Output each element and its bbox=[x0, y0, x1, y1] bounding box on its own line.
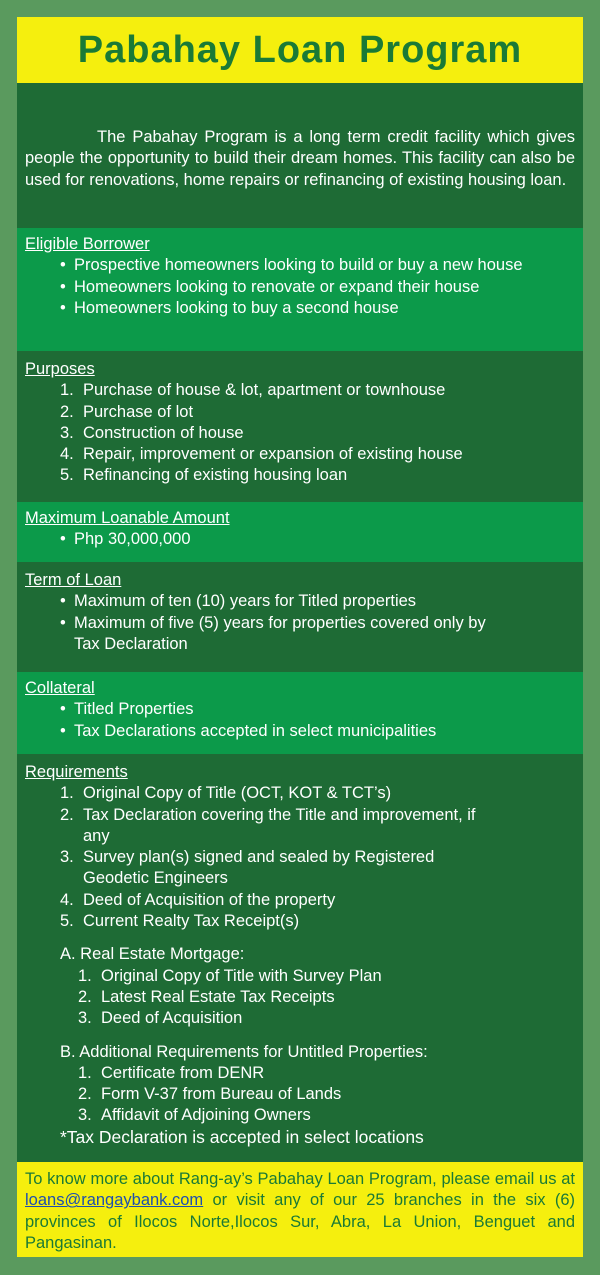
item-text: Survey plan(s) signed and sealed by Registered Geodetic Engineers bbox=[83, 848, 435, 888]
list-item bbox=[60, 847, 495, 890]
list-item bbox=[60, 380, 575, 401]
item-number: 1. bbox=[78, 966, 92, 985]
untitled-properties-list bbox=[25, 1063, 575, 1127]
footer-text-after: or visit any of our 25 branches in the six (6) provinces of Ilocos Norte,Ilocos Sur, Abra, La Union, Benguet and Pangasinan. bbox=[25, 1191, 575, 1252]
collateral-heading: Collateral bbox=[25, 679, 95, 697]
purposes-section bbox=[17, 353, 583, 500]
real-estate-mortgage-list bbox=[25, 966, 575, 1030]
list-item bbox=[78, 1008, 575, 1029]
list-item bbox=[60, 444, 575, 465]
item-text: Original Copy of Title with Survey Plan bbox=[101, 966, 382, 985]
list-item bbox=[78, 1084, 575, 1105]
list-item: • Maximum of ten (10) years for Titled properties bbox=[60, 591, 495, 612]
item-text: Deed of Acquisition bbox=[101, 1009, 243, 1028]
item-text: Purchase of lot bbox=[83, 402, 194, 421]
max-amount-list bbox=[25, 529, 575, 550]
collateral-section bbox=[17, 672, 583, 754]
list-item bbox=[78, 966, 575, 987]
item-number: 4. bbox=[60, 890, 74, 909]
item-text: Form V-37 from Bureau of Lands bbox=[101, 1085, 342, 1104]
title-banner bbox=[17, 17, 583, 83]
collateral-list bbox=[25, 699, 575, 742]
item-number: 1. bbox=[78, 1063, 92, 1082]
list-item: • Tax Declarations accepted in select municipalities bbox=[60, 721, 575, 742]
item-text: Purchase of house & lot, apartment or townhouse bbox=[83, 381, 446, 400]
max-amount-heading: Maximum Loanable Amount bbox=[25, 509, 230, 527]
item-number: 1. bbox=[60, 381, 74, 400]
item-number: 2. bbox=[78, 987, 92, 1006]
list-item bbox=[78, 1105, 575, 1126]
page-title: Pabahay Loan Program bbox=[77, 28, 523, 71]
untitled-properties-heading: B. Additional Requirements for Untitled Properties: bbox=[60, 1042, 428, 1061]
contact-footer bbox=[17, 1162, 583, 1257]
item-text: Affidavit of Adjoining Owners bbox=[101, 1106, 311, 1125]
item-text: Certificate from DENR bbox=[101, 1063, 265, 1082]
item-number: 1. bbox=[60, 784, 74, 803]
real-estate-mortgage-heading: A. Real Estate Mortgage: bbox=[60, 945, 245, 964]
item-number: 2. bbox=[60, 805, 74, 824]
eligible-borrower-heading: Eligible Borrower bbox=[25, 235, 150, 253]
item-number: 3. bbox=[60, 423, 74, 442]
requirements-list bbox=[25, 783, 575, 932]
eligible-borrower-list bbox=[25, 255, 575, 319]
item-number: 2. bbox=[78, 1085, 92, 1104]
list-item bbox=[60, 911, 495, 932]
item-number: 3. bbox=[78, 1009, 92, 1028]
term-list bbox=[25, 591, 575, 655]
list-item bbox=[60, 402, 575, 423]
item-text: Construction of house bbox=[83, 423, 244, 442]
list-item: • Maximum of five (5) years for properties covered only by Tax Declaration bbox=[60, 613, 495, 656]
item-number: 2. bbox=[60, 402, 74, 421]
max-amount-section bbox=[17, 502, 583, 562]
email-link[interactable]: loans@rangaybank.com bbox=[25, 1191, 204, 1210]
item-number: 4. bbox=[60, 445, 74, 464]
list-item bbox=[60, 890, 495, 911]
item-number: 5. bbox=[60, 912, 74, 931]
purposes-heading: Purposes bbox=[25, 360, 95, 378]
item-text: Current Realty Tax Receipt(s) bbox=[83, 912, 300, 931]
item-number: 3. bbox=[60, 848, 74, 867]
list-item: • Php 30,000,000 bbox=[60, 529, 575, 550]
item-text: Latest Real Estate Tax Receipts bbox=[101, 987, 335, 1006]
list-item bbox=[60, 805, 495, 848]
list-item: • Prospective homeowners looking to build or buy a new house bbox=[60, 255, 575, 276]
term-section bbox=[17, 564, 583, 670]
list-item: • Homeowners looking to renovate or expand their house bbox=[60, 277, 575, 298]
intro-paragraph: The Pabahay Program is a long term credit facility which gives people the opportunity to build their dream homes. This facility can also be used for renovations, home repairs or refinancing of existing housing loan. bbox=[25, 128, 575, 189]
item-text: Refinancing of existing housing loan bbox=[83, 466, 348, 485]
intro-section bbox=[17, 85, 583, 226]
list-item: • Titled Properties bbox=[60, 699, 575, 720]
requirements-heading: Requirements bbox=[25, 763, 128, 781]
item-number: 3. bbox=[78, 1106, 92, 1125]
requirements-section bbox=[17, 756, 583, 1160]
item-text: Tax Declaration covering the Title and improvement, if any bbox=[83, 805, 476, 845]
tax-declaration-note: *Tax Declaration is accepted in select locations bbox=[60, 1126, 424, 1147]
item-text: Repair, improvement or expansion of existing house bbox=[83, 445, 463, 464]
eligible-borrower-section bbox=[17, 228, 583, 351]
footer-text-before: To know more about Rang-ay’s Pabahay Loan Program, please email us at bbox=[25, 1170, 575, 1188]
item-number: 5. bbox=[60, 466, 74, 485]
list-item bbox=[60, 465, 575, 486]
purposes-list bbox=[25, 380, 575, 486]
term-heading: Term of Loan bbox=[25, 571, 122, 589]
item-text: Original Copy of Title (OCT, KOT & TCT’s) bbox=[83, 784, 392, 803]
list-item bbox=[60, 783, 495, 804]
list-item bbox=[78, 1063, 575, 1084]
list-item bbox=[78, 987, 575, 1008]
list-item bbox=[60, 423, 575, 444]
item-text: Deed of Acquisition of the property bbox=[83, 890, 336, 909]
list-item: • Homeowners looking to buy a second house bbox=[60, 298, 575, 319]
